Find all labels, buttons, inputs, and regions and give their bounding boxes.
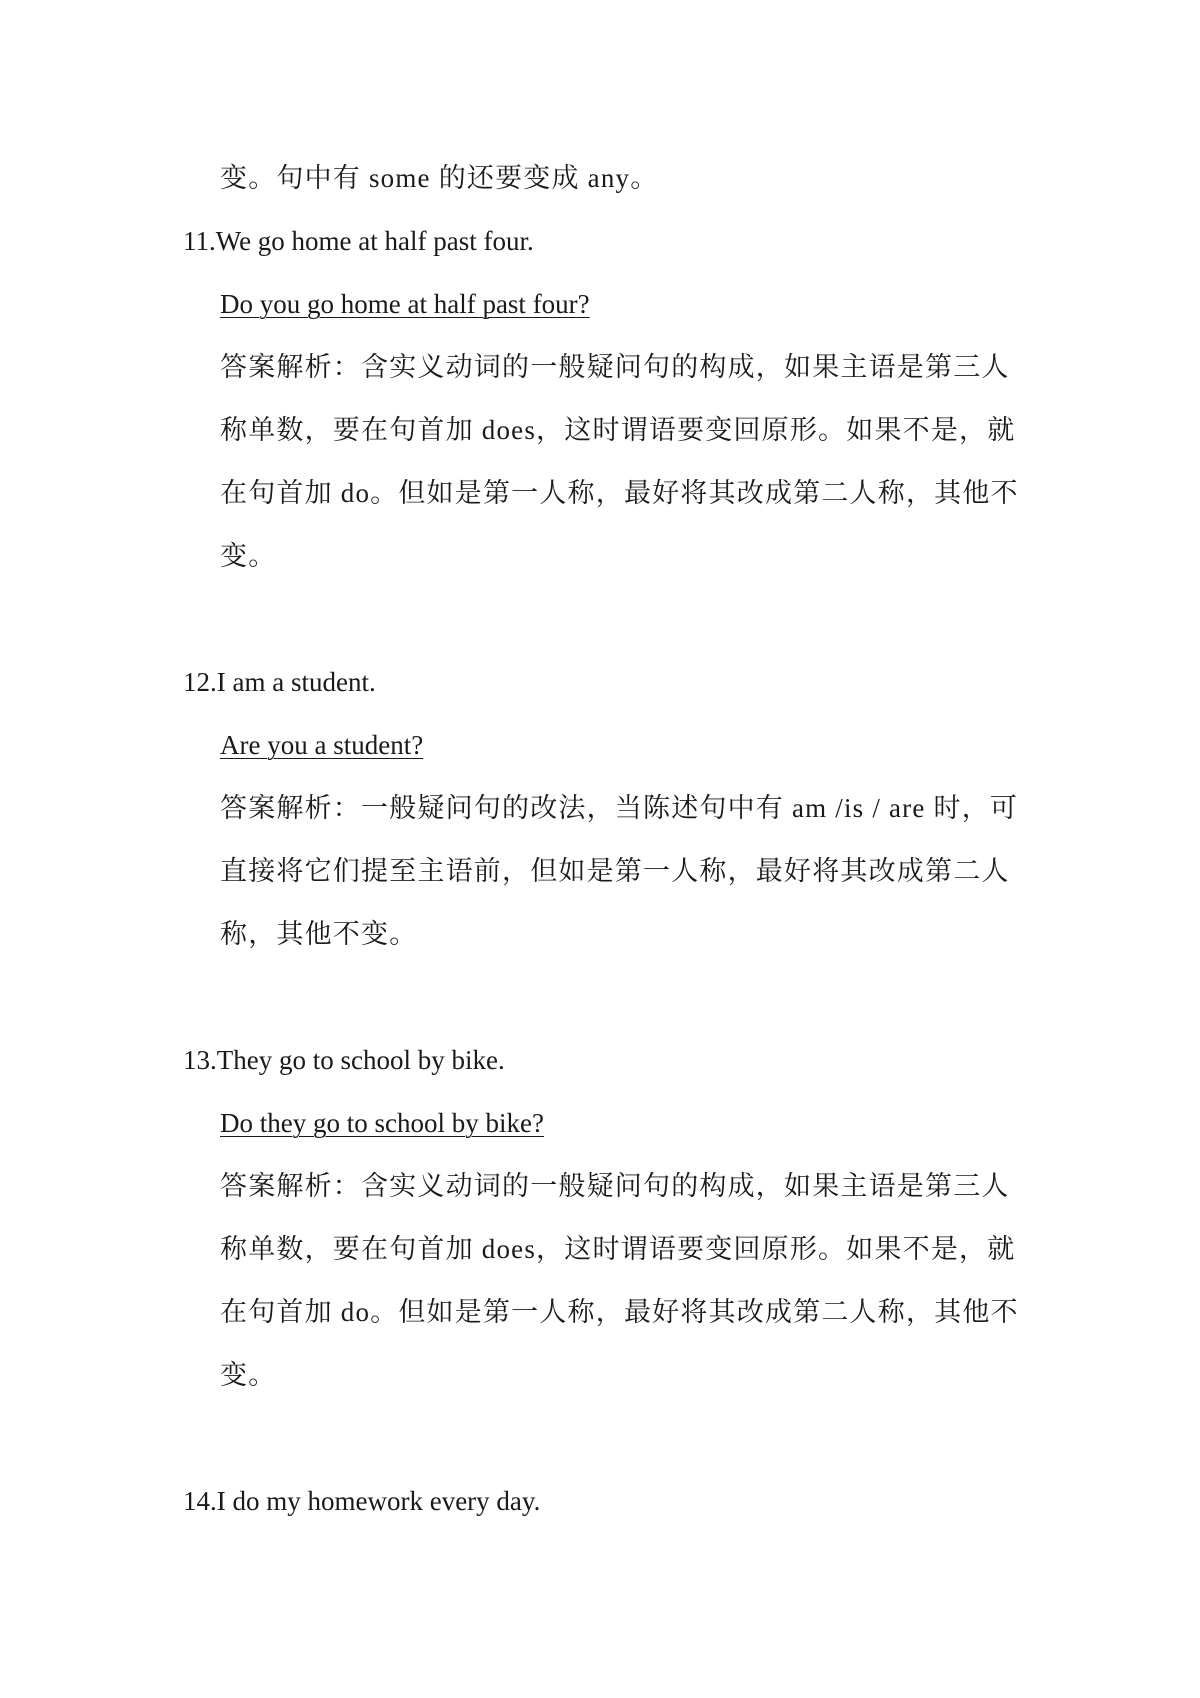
explanation-13-line-1: 答案解析：含实义动词的一般疑问句的构成，如果主语是第三人 — [220, 1171, 1010, 1201]
explanation-11-line-2: 称单数，要在句首加 does，这时谓语要变回原形。如果不是，就 — [220, 415, 1016, 445]
explanation-continuation: 变。句中有 some 的还要变成 any。 — [220, 163, 659, 193]
explanation-13-line-4: 变。 — [220, 1360, 277, 1390]
question-14: 14.I do my homework every day. — [183, 1486, 541, 1516]
explanation-11-line-1: 答案解析：含实义动词的一般疑问句的构成，如果主语是第三人 — [220, 352, 1010, 382]
explanation-13-line-3: 在句首加 do。但如是第一人称，最好将其改成第二人称，其他不 — [220, 1297, 1019, 1327]
question-12: 12.I am a student. — [183, 667, 376, 697]
explanation-12-line-1: 答案解析：一般疑问句的改法，当陈述句中有 am /is / are 时，可 — [220, 793, 1019, 823]
explanation-11-line-4: 变。 — [220, 541, 277, 571]
answer-11: Do you go home at half past four? — [220, 289, 590, 319]
explanation-12-line-2: 直接将它们提至主语前，但如是第一人称，最好将其改成第二人 — [220, 856, 1010, 886]
question-11: 11.We go home at half past four. — [183, 226, 534, 256]
explanation-12-line-3: 称，其他不变。 — [220, 919, 418, 949]
question-13: 13.They go to school by bike. — [183, 1045, 505, 1075]
explanation-11-line-3: 在句首加 do。但如是第一人称，最好将其改成第二人称，其他不 — [220, 478, 1019, 508]
explanation-13-line-2: 称单数，要在句首加 does，这时谓语要变回原形。如果不是，就 — [220, 1234, 1016, 1264]
answer-13: Do they go to school by bike? — [220, 1108, 544, 1138]
answer-12: Are you a student? — [220, 730, 424, 760]
